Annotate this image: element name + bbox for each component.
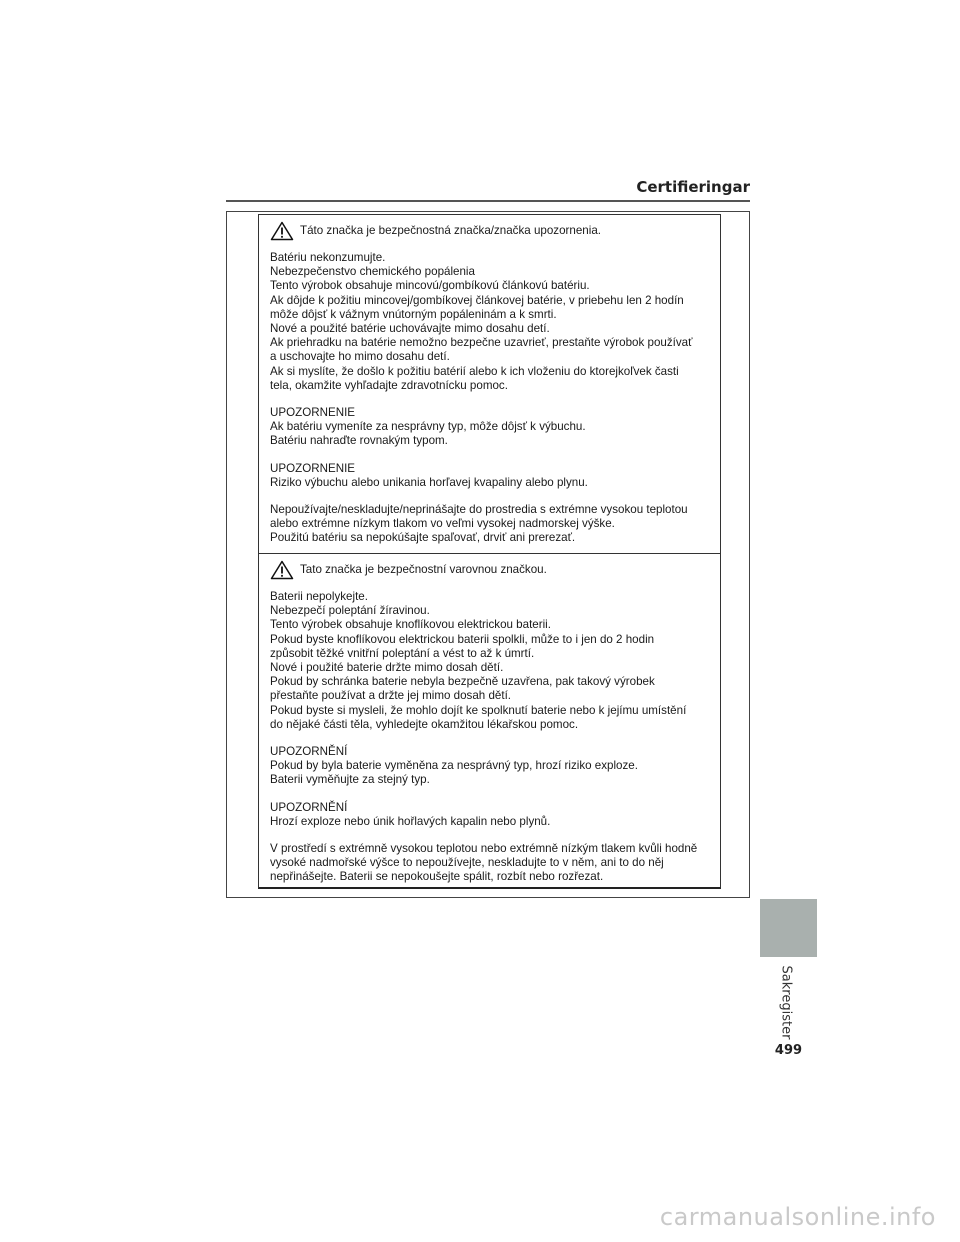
text-line: Riziko výbuchu alebo unikania horľavej kvapaliny alebo plynu. [270, 475, 588, 489]
text-line: V prostředí s extrémně vysokou teplotou nebo extrémně nízkým tlakem kvůli hodně [270, 842, 698, 856]
paragraph [270, 503, 709, 546]
text-line: Pokud byste knoflíkovou elektrickou baterii spolkli, může to i jen do 2 hodin [270, 632, 655, 646]
text-line: Pokud by byla baterie vyměněna za nesprávný typ, hrozí riziko exploze. [270, 759, 638, 773]
warning-text: Tato značka je bezpečnostní varovnou značkou. [300, 562, 547, 576]
text-line: Pokud by schránka baterie nebyla bezpečně uzavřena, pak takový výrobek [270, 675, 655, 689]
label-body [270, 590, 709, 885]
text-line: tela, okamžite vyhľadajte zdravotnícku pomoc. [270, 378, 508, 392]
paragraph-gap [270, 788, 709, 801]
text-line: Pokud byste si mysleli, že mohlo dojít ke spolknutí baterie nebo k jejímu umístění [270, 703, 687, 717]
text-line: přestaňte používat a držte jej mimo dosah dětí. [270, 689, 512, 703]
paragraph [270, 406, 709, 449]
text-line: Batériu nekonzumujte. [270, 251, 386, 264]
header-divider [226, 200, 750, 202]
text-line: Baterii vyměňujte za stejný typ. [270, 773, 430, 787]
warning-triangle-icon [270, 560, 294, 580]
text-line: Nové i použité baterie držte mimo dosah dětí. [270, 661, 504, 675]
text-line: nepřinášejte. Baterii se nepokoušejte spálit, rozbít nebo rozřezat. [270, 870, 604, 884]
text-line: a uschovajte ho mimo dosahu detí. [270, 350, 450, 364]
text-line: Použitú batériu sa nepokúšajte spaľovať, drviť ani prerezať. [270, 531, 576, 545]
text-line: Batériu nahraďte rovnakým typom. [270, 434, 448, 448]
section-tab-text: Sakregister [778, 965, 794, 1039]
text-line: Ak dôjde k požitiu mincovej/gombíkovej článkovej batérie, v priebehu len 2 hodín [270, 293, 684, 307]
text-line: Nebezpečenstvo chemického popálenia [270, 265, 475, 279]
paragraph [270, 842, 709, 885]
section-title: Certifieringar [636, 178, 750, 196]
paragraph-gap [270, 829, 709, 842]
text-line: Ak si myslíte, že došlo k požitiu batérií alebo k ich vloženiu do ktorejkoľvek časti [270, 364, 679, 378]
warning-header [270, 559, 709, 581]
text-line: alebo extrémne nízkym tlakom vo veľmi vysokej nadmorskej výške. [270, 517, 615, 531]
text-line: Hrozí exploze nebo únik hořlavých kapalin nebo plynů. [270, 814, 551, 828]
paragraph [270, 251, 709, 393]
text-line: Tento výrobek obsahuje knoflíkovou elektrickou baterii. [270, 618, 551, 632]
text-line: môže dôjsť k vážnym vnútorným popáleninám a k smrti. [270, 307, 557, 321]
paragraph [270, 745, 709, 788]
text-line: Tento výrobok obsahuje mincovú/gombíkovú článkovú batériu. [270, 279, 590, 293]
section-tab [760, 899, 817, 957]
slovak-battery-warning-label [258, 214, 721, 554]
section-tab-label [774, 962, 798, 1042]
text-line: UPOZORNENIE [270, 406, 356, 420]
paragraph-gap [270, 393, 709, 406]
czech-battery-warning-label [258, 553, 721, 889]
paragraph [270, 462, 709, 490]
warning-triangle-icon [270, 221, 294, 241]
warning-header [270, 220, 709, 242]
text-line: Nové a použité batérie uchovávajte mimo dosahu detí. [270, 322, 550, 336]
text-line: UPOZORNĚNÍ [270, 800, 348, 814]
text-line: způsobit těžké vnitřní poleptání a vést to až k úmrtí. [270, 646, 535, 660]
paragraph-gap [270, 490, 709, 503]
text-line: vysoké nadmořské výšce to nepoužívejte, neskladujte to v něm, ani to do něj [270, 856, 664, 870]
text-line: Ak batériu vymeníte za nesprávny typ, môže dôjsť k výbuchu. [270, 420, 586, 434]
label-body [270, 251, 709, 546]
text-line: do nějaké části těla, vyhledejte okamžitou lékařskou pomoc. [270, 717, 579, 731]
text-line: Nebezpečí poleptání žíravinou. [270, 604, 430, 618]
paragraph [270, 590, 709, 732]
paragraph [270, 801, 709, 829]
text-line: Ak priehradku na batérie nemožno bezpečne uzavrieť, prestaňte výrobok používať [270, 336, 693, 350]
warning-text: Táto značka je bezpečnostná značka/značka upozornenia. [300, 223, 601, 237]
text-line: Baterii nepolykejte. [270, 590, 368, 603]
page-number: 499 [774, 1043, 803, 1058]
paragraph-gap [270, 732, 709, 745]
text-line: UPOZORNENIE [270, 461, 356, 475]
text-line: Nepoužívajte/neskladujte/neprinášajte do prostredia s extrémne vysokou teplotou [270, 503, 688, 517]
paragraph-gap [270, 449, 709, 462]
watermark: carmanualsonline.info [659, 1203, 936, 1231]
text-line: UPOZORNĚNÍ [270, 745, 348, 759]
